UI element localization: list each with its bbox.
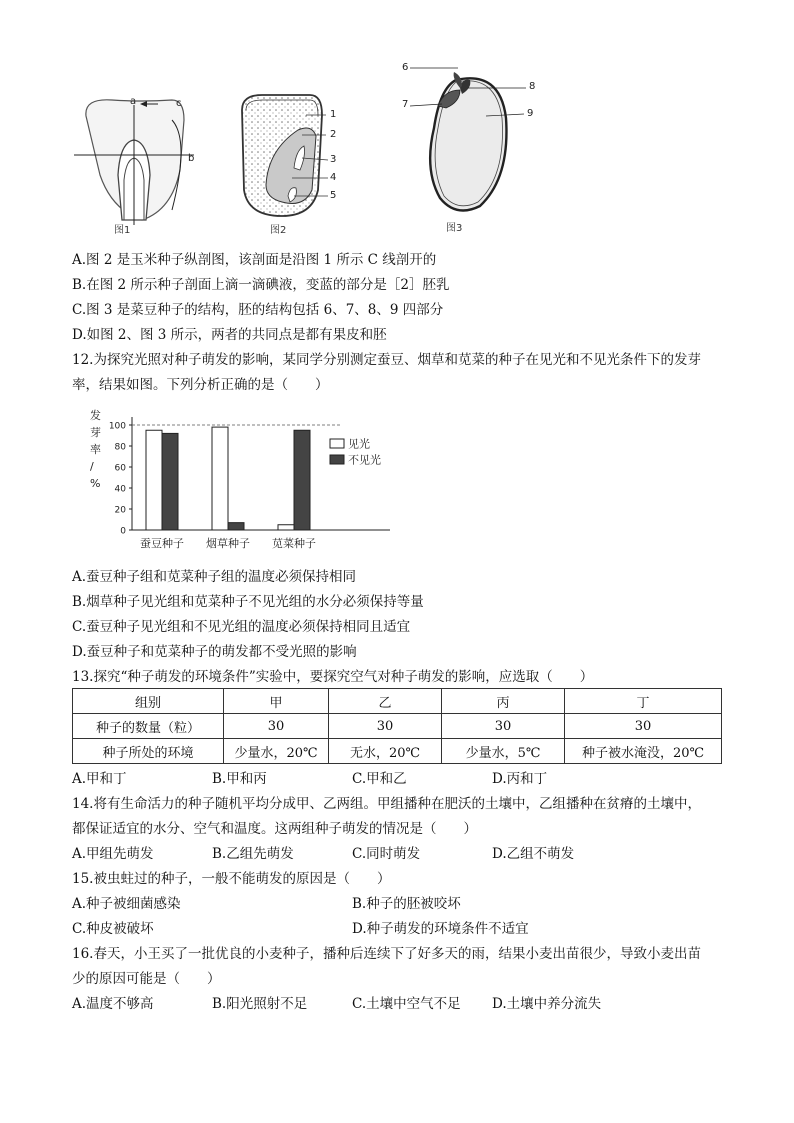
q15-option-d: D.种子萌发的环境条件不适宜 xyxy=(352,921,529,937)
table-cell: 甲 xyxy=(224,689,329,714)
bar-light xyxy=(146,430,162,530)
fig1-label-c: c xyxy=(176,98,182,109)
bar-light xyxy=(278,525,294,530)
q12-stem-line1: 12.为探究光照对种子萌发的影响，某同学分别测定蚕豆、烟草和苋菜的种子在见光和不见光条件下的发芽 xyxy=(72,352,701,368)
q14-option-a: A.甲组先萌发 xyxy=(72,846,154,862)
fig1-caption: 图1 xyxy=(114,225,131,236)
experiment-table xyxy=(72,688,722,764)
table-cell: 30 xyxy=(442,714,565,739)
q15-stem: 15.被虫蛀过的种子，一般不能萌发的原因是（ ） xyxy=(72,871,391,887)
table-cell: 丁 xyxy=(565,689,722,714)
y-tick-label: 0 xyxy=(120,526,126,537)
table-cell: 少量水，5℃ xyxy=(442,739,565,764)
table-cell: 30 xyxy=(565,714,722,739)
table-cell: 乙 xyxy=(329,689,442,714)
q15-option-c: C.种皮被破坏 xyxy=(72,921,154,937)
y-axis-label-char: 率 xyxy=(90,443,101,456)
q13-option-a: A.甲和丁 xyxy=(72,771,127,787)
fig2-label-4: 4 xyxy=(330,172,337,183)
q16-stem-line2: 少的原因可能是（ ） xyxy=(72,971,221,987)
chart-svg xyxy=(80,405,400,555)
x-tick-label: 蚕豆种子 xyxy=(140,537,184,550)
table-cell: 无水，20℃ xyxy=(329,739,442,764)
q11-option-b: B.在图 2 所示种子剖面上滴一滴碘液，变蓝的部分是［2］胚乳 xyxy=(72,277,450,293)
table-cell: 丙 xyxy=(442,689,565,714)
figure-2-corn-seed-section xyxy=(232,90,362,220)
q14-stem-line1: 14.将有生命活力的种子随机平均分成甲、乙两组。甲组播种在肥沃的土壤中，乙组播种在贫瘠的土壤中， xyxy=(72,796,701,812)
legend-label: 不见光 xyxy=(348,453,381,467)
q14-option-c: C.同时萌发 xyxy=(352,846,421,862)
germination-bar-chart xyxy=(80,405,400,555)
q13-option-b: B.甲和丙 xyxy=(212,771,267,787)
table-cell: 种子所处的环境 xyxy=(73,739,224,764)
bar-dark xyxy=(228,523,244,530)
q14-option-b: B.乙组先萌发 xyxy=(212,846,294,862)
fig3-label-6: 6 xyxy=(402,62,409,73)
fig2-label-1: 1 xyxy=(330,109,337,120)
bar-light xyxy=(212,427,228,530)
fig2-label-5: 5 xyxy=(330,190,337,201)
fig3-label-9: 9 xyxy=(527,108,534,119)
figure-3-bean-seed xyxy=(400,58,540,218)
y-axis-label-char: % xyxy=(90,477,101,490)
bar-dark xyxy=(162,433,178,530)
q16-option-a: A.温度不够高 xyxy=(72,996,154,1012)
fig1-label-a: a xyxy=(130,96,137,107)
y-axis-label-char: 芽 xyxy=(90,426,101,439)
fig1-label-b: b xyxy=(188,153,195,164)
fig2-label-3: 3 xyxy=(330,154,337,165)
q14-stem-line2: 都保证适宜的水分、空气和温度。这两组种子萌发的情况是（ ） xyxy=(72,821,477,837)
q14-option-d: D.乙组不萌发 xyxy=(492,846,575,862)
q13-option-c: C.甲和乙 xyxy=(352,771,407,787)
y-axis-label-char: 发 xyxy=(90,409,101,422)
q13-stem: 13.探究“种子萌发的环境条件”实验中，要探究空气对种子萌发的影响，应选取（ ） xyxy=(72,669,594,685)
q16-option-c: C.土壤中空气不足 xyxy=(352,996,461,1012)
q16-option-d: D.土壤中养分流失 xyxy=(492,996,602,1012)
y-tick-label: 40 xyxy=(114,484,126,495)
fig2-caption: 图2 xyxy=(270,225,287,236)
legend-swatch xyxy=(330,455,344,464)
q12-stem-line2: 率，结果如图。下列分析正确的是（ ） xyxy=(72,377,329,393)
q11-option-d: D.如图 2、图 3 所示，两者的共同点是都有果皮和胚 xyxy=(72,327,387,343)
fig3-caption: 图3 xyxy=(446,223,463,234)
table-row xyxy=(73,689,722,714)
x-tick-label: 烟草种子 xyxy=(206,537,250,550)
q12-option-b: B.烟草种子见光组和苋菜种子不见光组的水分必须保持等量 xyxy=(72,594,424,610)
q16-stem-line1: 16.春天，小王买了一批优良的小麦种子，播种后连续下了好多天的雨，结果小麦出苗很少，导致小麦出苗 xyxy=(72,946,701,962)
table-row xyxy=(73,739,722,764)
fig3-label-8: 8 xyxy=(529,81,536,92)
table-cell: 少量水，20℃ xyxy=(224,739,329,764)
q13-option-d: D.丙和丁 xyxy=(492,771,548,787)
fig3-label-7: 7 xyxy=(402,99,409,110)
fig2-label-2: 2 xyxy=(330,129,337,140)
legend-swatch xyxy=(330,439,344,448)
y-tick-label: 100 xyxy=(108,421,126,432)
q11-option-a: A.图 2 是玉米种子纵剖图，该剖面是沿图 1 所示 C 线剖开的 xyxy=(72,252,437,268)
table-cell: 种子的数量（粒） xyxy=(73,714,224,739)
y-axis-label-char: / xyxy=(90,460,94,473)
x-tick-label: 苋菜种子 xyxy=(272,537,316,550)
q15-option-a: A.种子被细菌感染 xyxy=(72,896,181,912)
q12-option-c: C.蚕豆种子见光组和不见光组的温度必须保持相同且适宜 xyxy=(72,619,411,635)
bar-dark xyxy=(294,430,310,530)
q16-option-b: B.阳光照射不足 xyxy=(212,996,308,1012)
q11-option-c: C.图 3 是菜豆种子的结构，胚的结构包括 6、7、8、9 四部分 xyxy=(72,302,444,318)
table-cell: 30 xyxy=(329,714,442,739)
y-tick-label: 60 xyxy=(114,463,126,474)
q12-option-d: D.蚕豆种子和苋菜种子的萌发都不受光照的影响 xyxy=(72,644,357,660)
table-cell: 30 xyxy=(224,714,329,739)
q15-option-b: B.种子的胚被咬坏 xyxy=(352,896,461,912)
legend-label: 见光 xyxy=(348,437,370,451)
y-tick-label: 80 xyxy=(114,442,126,453)
table-row xyxy=(73,714,722,739)
q12-option-a: A.蚕豆种子组和苋菜种子组的温度必须保持相同 xyxy=(72,569,357,585)
table-cell: 组别 xyxy=(73,689,224,714)
table-cell: 种子被水淹没，20℃ xyxy=(565,739,722,764)
y-tick-label: 20 xyxy=(114,505,126,516)
